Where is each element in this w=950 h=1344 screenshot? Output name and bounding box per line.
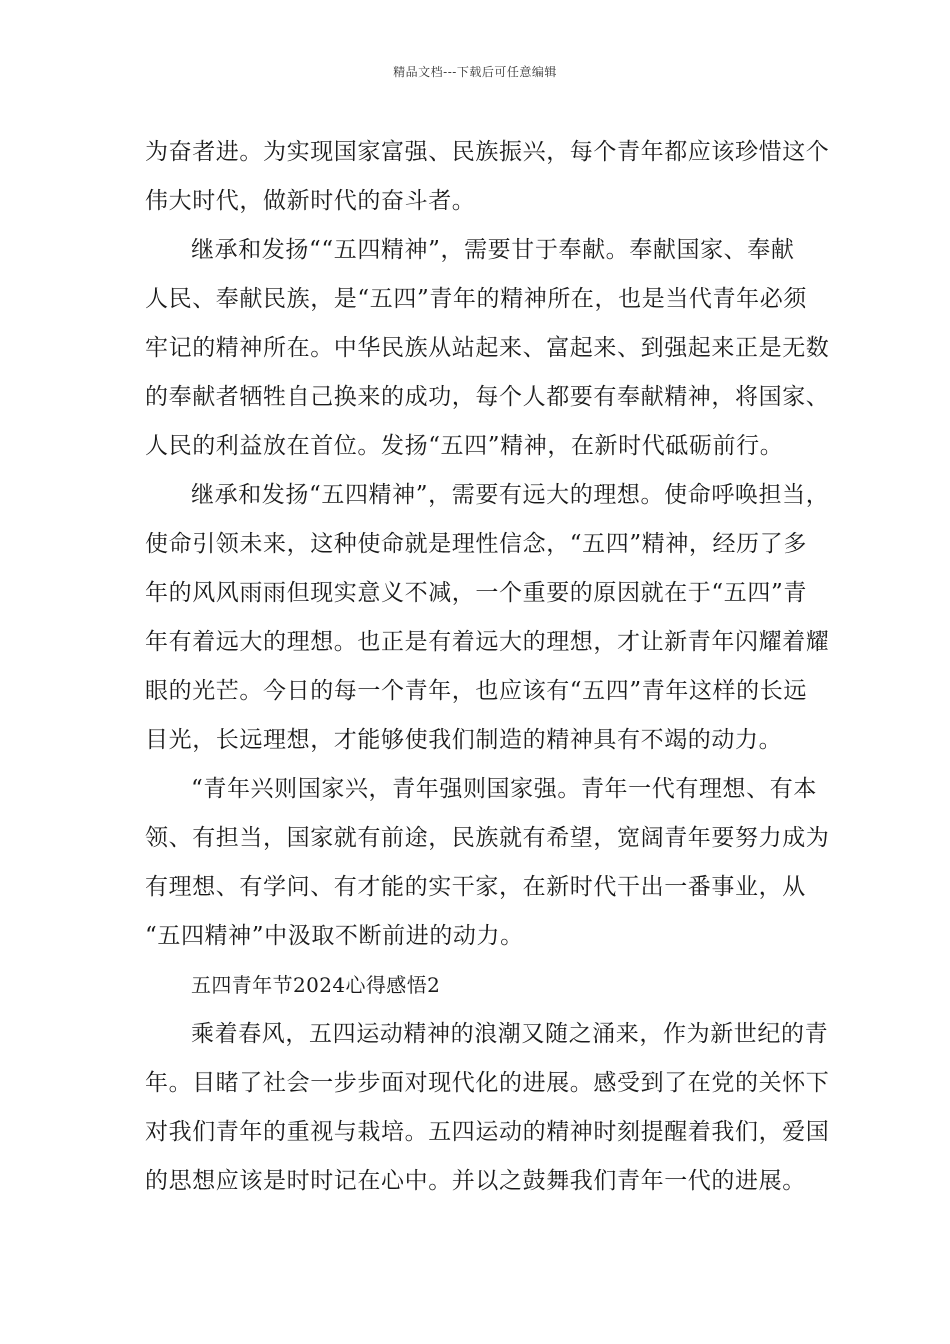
page-header: 精品文档---下载后可任意编辑: [393, 65, 557, 79]
text-line: 年有着远大的理想。也正是有着远大的理想，才让新青年闪耀着耀: [145, 629, 830, 655]
text-line: 的思想应该是时时记在心中。并以之鼓舞我们青年一代的进展。: [145, 1168, 806, 1194]
text-line: 有理想、有学问、有才能的实干家，在新时代干出一番事业，从: [145, 874, 806, 900]
text-line: 领、有担当，国家就有前途，民族就有希望，宽阔青年要努力成为: [145, 825, 830, 851]
paragraph-start: 乘着春风，五四运动精神的浪潮又随之涌来，作为新世纪的青: [191, 1021, 829, 1047]
text-line: 对我们青年的重视与栽培。五四运动的精神时刻提醒着我们，爱国: [145, 1119, 830, 1145]
text-line: 目光，长远理想，才能够使我们制造的精神具有不竭的动力。: [145, 727, 783, 753]
text-line: 眼的光芒。今日的每一个青年，也应该有“五四”青年这样的长远: [145, 678, 807, 704]
text-line: 牢记的精神所在。中华民族从站起来、富起来、到强起来正是无数: [145, 335, 830, 361]
section-heading: 五四青年节2024心得感悟2: [191, 973, 441, 997]
text-line: “五四精神”中汲取不断前进的动力。: [145, 923, 524, 949]
text-line: 的奉献者牺牲自己换来的成功，每个人都要有奉献精神，将国家、: [145, 384, 830, 410]
text-line: 人民、奉献民族，是“五四”青年的精神所在，也是当代青年必须: [145, 286, 807, 312]
document-body: [145, 128, 830, 1206]
text-line: 为奋者进。为实现国家富强、民族振兴，每个青年都应该珍惜这个: [145, 139, 830, 165]
paragraph-start: 继承和发扬““五四精神”，需要甘于奉献。奉献国家、奉献: [191, 237, 795, 263]
text-line: 年。目睹了社会一步步面对现代化的进展。感受到了在党的关怀下: [145, 1070, 830, 1096]
text-line: 伟大时代，做新时代的奋斗者。: [145, 188, 476, 214]
text-line: 年的风风雨雨但现实意义不减，一个重要的原因就在于“五四”青: [145, 580, 807, 606]
paragraph-start: “青年兴则国家兴，青年强则国家强。青年一代有理想、有本: [191, 776, 817, 802]
paragraph-start: 继承和发扬“五四精神”，需要有远大的理想。使命呼唤担当，: [191, 482, 830, 508]
text-line: 使命引领未来，这种使命就是理性信念，“五四”精神，经历了多: [145, 531, 807, 557]
text-line: 人民的利益放在首位。发扬“五四”精神，在新时代砥砺前行。: [145, 433, 784, 459]
